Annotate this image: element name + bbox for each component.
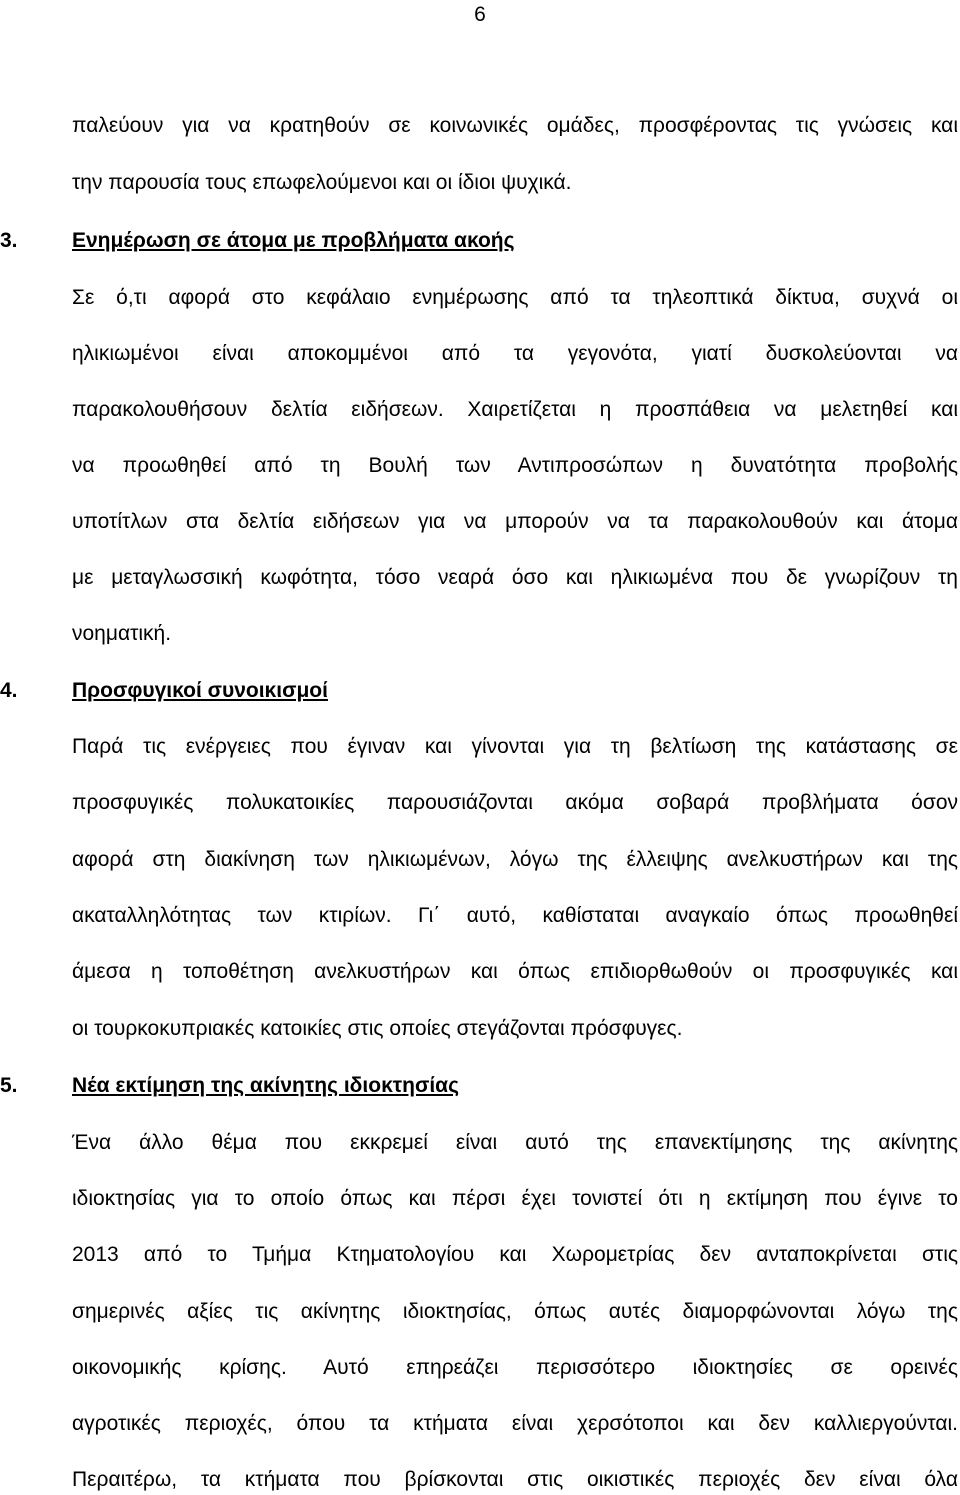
paragraph-line: οικονομικής κρίσης. Αυτό επηρεάζει περισσότερο ιδιοκτησίες σε ορεινές — [72, 1356, 958, 1379]
section-4-number: 4. — [0, 679, 18, 702]
paragraph-line: ιδιοκτησίας για το οποίο όπως και πέρσι έχει τονιστεί ότι η εκτίμηση που έγινε το — [72, 1187, 958, 1210]
paragraph-line: σημερινές αξίες τις ακίνητης ιδιοκτησίας, όπως αυτές διαμορφώνονται λόγω της — [72, 1300, 958, 1323]
section-5-title: Νέα εκτίμηση της ακίνητης ιδιοκτησίας — [72, 1074, 460, 1097]
paragraph-line: 2013 από το Τμήμα Κτηματολογίου και Χωρομετρίας δεν ανταποκρίνεται στις — [72, 1243, 958, 1266]
section-5-number: 5. — [0, 1074, 18, 1097]
paragraph-line: οι τουρκοκυπριακές κατοικίες στις οποίες στεγάζονται πρόσφυγες. — [72, 1017, 683, 1040]
paragraph-line: παρακολουθήσουν δελτία ειδήσεων. Χαιρετίζεται η προσπάθεια να μελετηθεί και — [72, 398, 958, 421]
section-3-title: Ενημέρωση σε άτομα με προβλήματα ακοής — [72, 229, 515, 252]
paragraph-line: να προωθηθεί από τη Βουλή των Αντιπροσώπων η δυνατότητα προβολής — [72, 454, 958, 477]
paragraph-line: άμεσα η τοποθέτηση ανελκυστήρων και όπως επιδιορθωθούν οι προσφυγικές και — [72, 960, 958, 983]
paragraph-line: Παρά τις ενέργειες που έγιναν και γίνονται για τη βελτίωση της κατάστασης σε — [72, 735, 958, 758]
paragraph-line: παλεύουν για να κρατηθούν σε κοινωνικές ομάδες, προσφέροντας τις γνώσεις και — [72, 114, 958, 137]
paragraph-line: νοηματική. — [72, 622, 172, 645]
paragraph-line: αγροτικές περιοχές, όπου τα κτήματα είναι χερσότοποι και δεν καλλιεργούνται. — [72, 1412, 958, 1435]
paragraph-line: Περαιτέρω, τα κτήματα που βρίσκονται στις οικιστικές περιοχές δεν είναι όλα — [72, 1468, 958, 1491]
paragraph-line: υποτίτλων στα δελτία ειδήσεων για να μπορούν να τα παρακολουθούν και άτομα — [72, 510, 958, 533]
paragraph-line: προσφυγικές πολυκατοικίες παρουσιάζονται ακόμα σοβαρά προβλήματα όσον — [72, 791, 958, 814]
page-number: 6 — [474, 3, 486, 26]
paragraph-line: ακαταλληλότητας των κτιρίων. Γι΄ αυτό, καθίσταται αναγκαίο όπως προωθηθεί — [72, 904, 958, 927]
paragraph-line: ηλικιωμένοι είναι αποκομμένοι από τα γεγονότα, γιατί δυσκολεύονται να — [72, 342, 958, 365]
paragraph-line: με μεταγλωσσική κωφότητα, τόσο νεαρά όσο και ηλικιωμένα που δε γνωρίζουν τη — [72, 566, 958, 589]
paragraph-line: την παρουσία τους επωφελούμενοι και οι ίδιοι ψυχικά. — [72, 171, 572, 194]
paragraph-line: αφορά στη διακίνηση των ηλικιωμένων, λόγω της έλλειψης ανελκυστήρων και της — [72, 848, 958, 871]
paragraph-line: Ένα άλλο θέμα που εκκρεμεί είναι αυτό της επανεκτίμησης της ακίνητης — [72, 1131, 958, 1154]
section-4-title: Προσφυγικοί συνοικισμοί — [72, 679, 328, 702]
section-3-number: 3. — [0, 229, 18, 252]
paragraph-line: Σε ό,τι αφορά στο κεφάλαιο ενημέρωσης από τα τηλεοπτικά δίκτυα, συχνά οι — [72, 286, 958, 309]
